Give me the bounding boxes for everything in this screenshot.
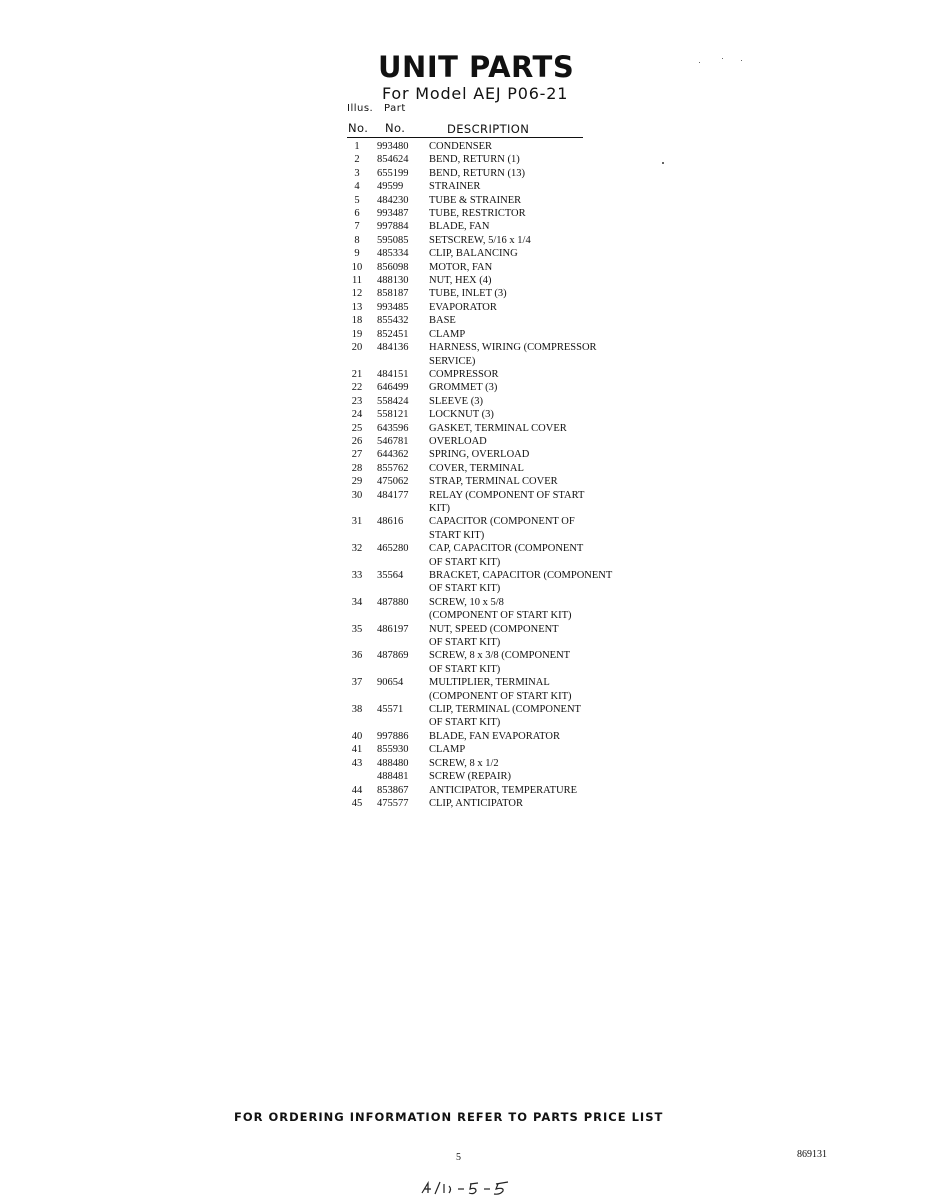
part-number: 475577 xyxy=(377,797,409,809)
header-rule xyxy=(347,137,583,138)
part-description: NUT, HEX (4) xyxy=(429,275,492,287)
handwritten-note xyxy=(418,1178,518,1203)
illus-number xyxy=(340,529,374,542)
illus-number: 8 xyxy=(354,234,360,246)
part-number: 855762 xyxy=(377,462,409,474)
table-row xyxy=(340,475,612,488)
part-description: BRACKET, CAPACITOR (COMPONENT xyxy=(429,570,613,581)
parts-table-body xyxy=(340,140,612,810)
table-row xyxy=(340,435,612,448)
part-number: 487880 xyxy=(377,596,409,608)
part-description: CLIP, ANTICIPATOR xyxy=(429,797,523,809)
table-row xyxy=(340,301,612,314)
part-number xyxy=(374,716,429,729)
part-number: 48616 xyxy=(377,516,404,528)
illus-number xyxy=(340,355,374,368)
illus-number: 36 xyxy=(351,650,363,662)
illus-number: 29 xyxy=(351,476,363,488)
table-row xyxy=(340,556,612,569)
no-header-label: No. xyxy=(348,121,369,135)
table-row xyxy=(340,180,612,193)
part-number xyxy=(374,663,429,676)
illus-number: 12 xyxy=(351,288,363,300)
table-row xyxy=(340,448,612,461)
table-row xyxy=(340,287,612,300)
part-number xyxy=(374,355,429,368)
part-description: BLADE, FAN xyxy=(429,221,490,233)
illus-number: 21 xyxy=(351,368,363,380)
part-number: 35564 xyxy=(377,570,404,581)
table-row xyxy=(340,582,612,595)
part-description: LOCKNUT (3) xyxy=(429,409,494,421)
table-row xyxy=(340,261,612,274)
table-row xyxy=(340,623,612,636)
part-description: CLIP, BALANCING xyxy=(429,248,518,260)
part-description: BASE xyxy=(429,315,456,327)
scan-speck xyxy=(662,162,664,164)
part-number: 484136 xyxy=(377,342,409,354)
part-number xyxy=(374,529,429,542)
part-description: STRAINER xyxy=(429,181,481,193)
part-description: OVERLOAD xyxy=(429,435,487,447)
table-row xyxy=(340,636,612,649)
part-number: 993480 xyxy=(377,141,409,152)
illus-number: 5 xyxy=(354,194,360,206)
document-number: 869131 xyxy=(797,1149,827,1160)
part-description: TUBE, INLET (3) xyxy=(429,288,507,300)
part-number: 488480 xyxy=(377,757,409,769)
part-number xyxy=(374,582,429,595)
illus-number: 13 xyxy=(351,301,363,313)
illus-number xyxy=(340,690,374,703)
part-description: SCREW, 10 x 5/8 xyxy=(429,596,504,608)
part-description: HARNESS, WIRING (COMPRESSOR xyxy=(429,342,597,354)
part-description: START KIT) xyxy=(429,529,485,541)
illus-number: 2 xyxy=(354,154,360,166)
table-row xyxy=(340,730,612,743)
part-description: BEND, RETURN (13) xyxy=(429,167,525,179)
table-row xyxy=(340,649,612,662)
scan-speck xyxy=(741,60,742,61)
illus-number: 19 xyxy=(351,328,363,340)
part-description: OF START KIT) xyxy=(429,663,501,675)
illus-number: 22 xyxy=(351,382,363,394)
part-description: CAPACITOR (COMPONENT OF xyxy=(429,516,575,528)
scan-speck xyxy=(722,58,723,59)
table-row xyxy=(340,140,612,153)
part-description: EVAPORATOR xyxy=(429,301,497,313)
illus-number: 1 xyxy=(354,141,360,152)
table-row xyxy=(340,274,612,287)
table-row xyxy=(340,408,612,421)
part-description: NUT, SPEED (COMPONENT xyxy=(429,623,559,635)
part-description: CLAMP xyxy=(429,328,466,340)
illus-number: 9 xyxy=(354,248,360,260)
part-number: 486197 xyxy=(377,623,409,635)
illus-number: 10 xyxy=(351,261,363,273)
page-number: 5 xyxy=(456,1152,461,1163)
part-description: SPRING, OVERLOAD xyxy=(429,449,530,461)
illus-number: 38 xyxy=(351,704,363,716)
illus-number: 31 xyxy=(351,516,363,528)
part-description: RELAY (COMPONENT OF START xyxy=(429,489,585,501)
part-header-label: Part xyxy=(384,103,406,114)
table-row xyxy=(340,716,612,729)
parts-table xyxy=(340,140,612,810)
table-row xyxy=(340,690,612,703)
part-description: COMPRESSOR xyxy=(429,368,499,380)
part-no-header-label: No. xyxy=(385,121,406,135)
table-row xyxy=(340,153,612,166)
illus-number: 44 xyxy=(351,784,363,796)
part-description: COVER, TERMINAL xyxy=(429,462,524,474)
table-row xyxy=(340,194,612,207)
illus-number xyxy=(340,609,374,622)
part-number: 484177 xyxy=(377,489,409,501)
illus-number: 20 xyxy=(351,342,363,354)
illus-number: 18 xyxy=(351,315,363,327)
table-row xyxy=(340,676,612,689)
illus-number: 35 xyxy=(351,623,363,635)
part-description: ANTICIPATOR, TEMPERATURE xyxy=(429,784,577,796)
part-description: CONDENSER xyxy=(429,141,493,152)
illus-number: 3 xyxy=(354,167,360,179)
part-description: CLAMP xyxy=(429,744,466,756)
illus-number: 24 xyxy=(351,409,363,421)
table-row xyxy=(340,502,612,515)
part-description: BEND, RETURN (1) xyxy=(429,154,520,166)
part-number xyxy=(374,556,429,569)
part-number: 90654 xyxy=(377,677,404,689)
illus-number: 43 xyxy=(351,757,363,769)
part-number: 49599 xyxy=(377,181,404,193)
part-description: GASKET, TERMINAL COVER xyxy=(429,422,567,434)
illus-header-label: Illus. xyxy=(347,103,374,114)
table-row xyxy=(340,663,612,676)
part-number: 485334 xyxy=(377,248,409,260)
illus-number: 4 xyxy=(354,181,360,193)
table-row xyxy=(340,784,612,797)
table-row xyxy=(340,368,612,381)
part-number: 643596 xyxy=(377,422,409,434)
part-number: 997884 xyxy=(377,221,409,233)
table-row xyxy=(340,770,612,783)
part-number: 854624 xyxy=(377,154,409,166)
table-row xyxy=(340,328,612,341)
table-row xyxy=(340,381,612,394)
part-number: 853867 xyxy=(377,784,409,796)
table-row xyxy=(340,207,612,220)
table-row xyxy=(340,489,612,502)
part-number: 558424 xyxy=(377,395,409,407)
illus-number: 32 xyxy=(351,543,363,555)
part-description: OF START KIT) xyxy=(429,717,501,729)
part-description: CLIP, TERMINAL (COMPONENT xyxy=(429,704,581,716)
ordering-info-footer: FOR ORDERING INFORMATION REFER TO PARTS PRICE LIST xyxy=(234,1110,664,1124)
part-description: OF START KIT) xyxy=(429,637,501,649)
part-number: 484151 xyxy=(377,368,409,380)
illus-number: 41 xyxy=(351,744,363,756)
table-row xyxy=(340,247,612,260)
part-number: 855432 xyxy=(377,315,409,327)
table-row xyxy=(340,314,612,327)
part-number xyxy=(374,502,429,515)
illus-number: 28 xyxy=(351,462,363,474)
table-row xyxy=(340,422,612,435)
illus-number xyxy=(340,636,374,649)
part-number: 475062 xyxy=(377,476,409,488)
part-description: MOTOR, FAN xyxy=(429,261,493,273)
part-number: 855930 xyxy=(377,744,409,756)
table-row xyxy=(340,757,612,770)
illus-number: 26 xyxy=(351,435,363,447)
part-description: SERVICE) xyxy=(429,355,476,367)
table-row xyxy=(340,743,612,756)
part-description: SETSCREW, 5/16 x 1/4 xyxy=(429,234,531,246)
illus-number: 33 xyxy=(351,570,363,581)
illus-number: 45 xyxy=(351,797,363,809)
table-row xyxy=(340,529,612,542)
part-description: BLADE, FAN EVAPORATOR xyxy=(429,730,560,742)
part-description: TUBE & STRAINER xyxy=(429,194,522,206)
part-number: 646499 xyxy=(377,382,409,394)
illus-number: 34 xyxy=(351,596,363,608)
model-subtitle: For Model AEJ P06-21 xyxy=(382,84,569,103)
part-number: 993485 xyxy=(377,301,409,313)
illus-number xyxy=(340,663,374,676)
part-number: 595085 xyxy=(377,234,409,246)
illus-number: 30 xyxy=(351,489,363,501)
part-number: 852451 xyxy=(377,328,409,340)
part-description: SLEEVE (3) xyxy=(429,395,483,407)
scan-speck xyxy=(699,62,700,63)
part-number xyxy=(374,609,429,622)
illus-number: 25 xyxy=(351,422,363,434)
illus-number: 6 xyxy=(354,208,360,220)
part-number: 488130 xyxy=(377,275,409,287)
table-row xyxy=(340,341,612,354)
illus-number: 11 xyxy=(351,275,363,287)
handwritten-note-mark xyxy=(418,1178,518,1198)
part-number: 993487 xyxy=(377,208,409,220)
table-row xyxy=(340,609,612,622)
table-row xyxy=(340,515,612,528)
part-description: MULTIPLIER, TERMINAL xyxy=(429,677,550,689)
illus-number: 40 xyxy=(351,730,363,742)
part-number: 45571 xyxy=(377,704,404,716)
part-description: SCREW, 8 x 1/2 xyxy=(429,757,499,769)
illus-number xyxy=(340,770,374,783)
part-description: CAP, CAPACITOR (COMPONENT xyxy=(429,543,584,555)
table-row xyxy=(340,395,612,408)
part-number: 487869 xyxy=(377,650,409,662)
table-row xyxy=(340,797,612,810)
part-description: TUBE, RESTRICTOR xyxy=(429,208,526,220)
part-description: STRAP, TERMINAL COVER xyxy=(429,476,558,488)
table-row xyxy=(340,542,612,555)
table-row xyxy=(340,462,612,475)
illus-number xyxy=(340,556,374,569)
part-description: SCREW, 8 x 3/8 (COMPONENT xyxy=(429,650,571,662)
part-description: GROMMET (3) xyxy=(429,382,498,394)
part-description: SCREW (REPAIR) xyxy=(429,771,511,783)
part-number: 546781 xyxy=(377,435,409,447)
part-number: 997886 xyxy=(377,730,409,742)
part-number xyxy=(374,690,429,703)
illus-number xyxy=(340,716,374,729)
part-number: 858187 xyxy=(377,288,409,300)
illus-number: 37 xyxy=(351,677,363,689)
illus-number: 7 xyxy=(354,221,360,233)
description-header-label: DESCRIPTION xyxy=(447,122,530,136)
table-row xyxy=(340,569,612,582)
part-description: OF START KIT) xyxy=(429,583,501,595)
part-description: OF START KIT) xyxy=(429,556,501,568)
part-description: (COMPONENT OF START KIT) xyxy=(429,610,572,622)
part-number: 558121 xyxy=(377,409,409,421)
table-row xyxy=(340,596,612,609)
part-number: 644362 xyxy=(377,449,409,461)
illus-number: 23 xyxy=(351,395,363,407)
table-row xyxy=(340,220,612,233)
table-row xyxy=(340,703,612,716)
table-row xyxy=(340,167,612,180)
part-number: 488481 xyxy=(377,771,409,783)
table-row xyxy=(340,234,612,247)
page-title: UNIT PARTS xyxy=(378,50,575,84)
part-description: (COMPONENT OF START KIT) xyxy=(429,690,572,702)
table-row xyxy=(340,355,612,368)
part-number: 465280 xyxy=(377,543,409,555)
part-number: 655199 xyxy=(377,167,409,179)
illus-number xyxy=(340,582,374,595)
part-number xyxy=(374,636,429,649)
illus-number: 27 xyxy=(351,449,363,461)
part-number: 484230 xyxy=(377,194,409,206)
part-description: KIT) xyxy=(429,502,450,514)
part-number: 856098 xyxy=(377,261,409,273)
illus-number xyxy=(340,502,374,515)
